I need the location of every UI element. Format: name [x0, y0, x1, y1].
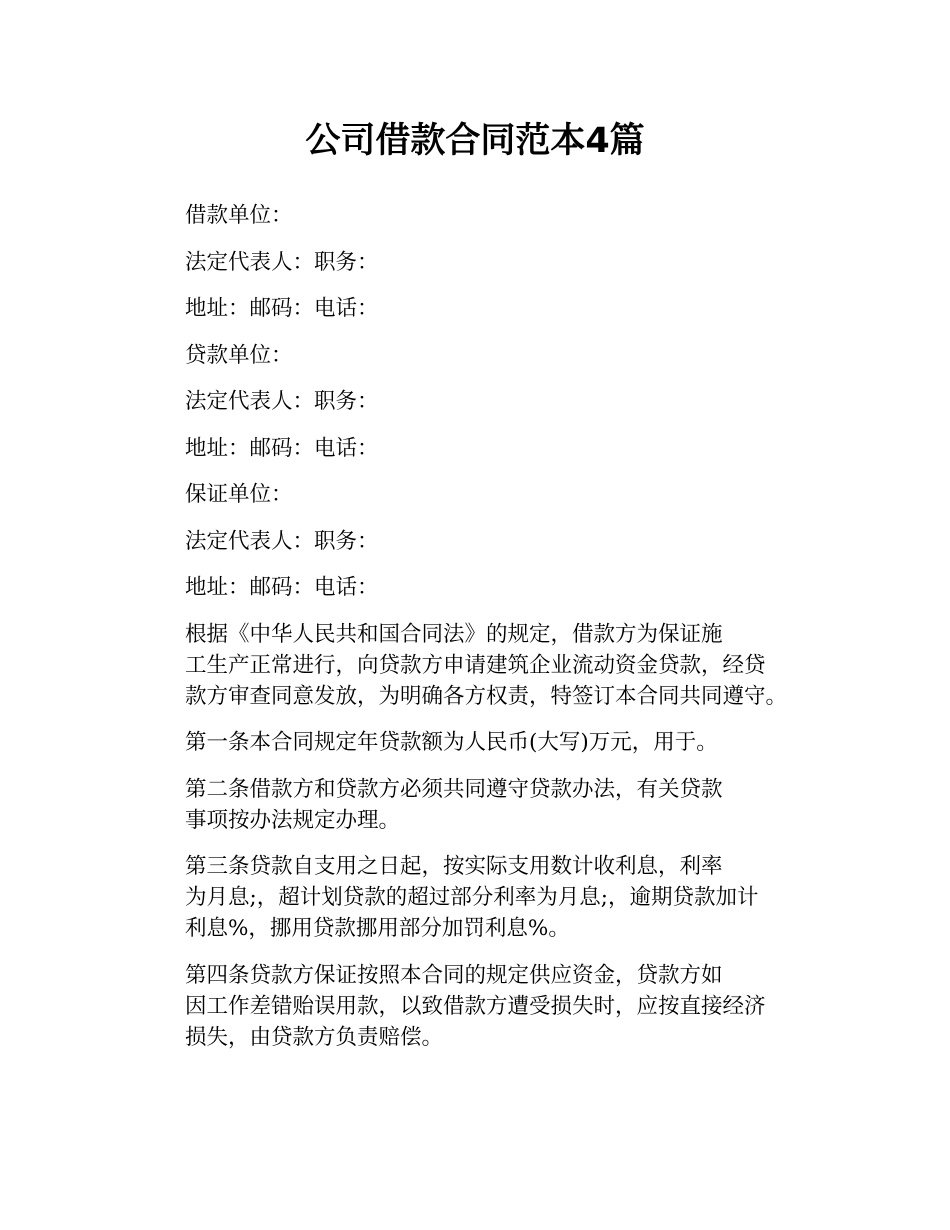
field-lender-unit: 贷款单位：: [185, 342, 293, 368]
paragraph-line: 利息%，挪用贷款挪用部分加罚利息%。: [185, 916, 570, 941]
paragraph-line: 损失，由贷款方负责赔偿。: [185, 1024, 444, 1050]
field-borrower-representative: 法定代表人：职务：: [185, 249, 379, 275]
paragraph-line: 第二条借款方和贷款方必须共同遵守贷款办法，有关贷款: [185, 776, 723, 802]
field-guarantor-unit: 保证单位：: [185, 482, 293, 507]
paragraph-line: 事项按办法规定办理。: [185, 807, 401, 833]
paragraph-article-3: [142, 851, 822, 944]
paragraph-article-1: [142, 727, 822, 758]
paragraph-line: 根据《中华人民共和国合同法》的规定，借款方为保证施: [185, 621, 723, 647]
paragraph-line: 第三条贷款自支用之日起，按实际支用数计收利息，利率: [185, 854, 723, 879]
document-body: [142, 200, 822, 1068]
field-lender-representative: 法定代表人：职务：: [185, 389, 379, 414]
field-borrower-unit: 借款单位：: [185, 203, 293, 228]
field-guarantor-representative: 法定代表人：职务：: [185, 528, 379, 554]
field-guarantor-address: 地址：邮码：电话：: [185, 575, 379, 600]
paragraph-line: 第四条贷款方保证按照本合同的规定供应资金，贷款方如: [185, 962, 723, 988]
paragraph-line: 款方审查同意发放，为明确各方权责，特签订本合同共同遵守。: [185, 683, 788, 709]
paragraph-preamble: [142, 619, 822, 712]
field-lender-address: 地址：邮码：电话：: [185, 435, 379, 461]
field-borrower-address: 地址：邮码：电话：: [185, 296, 379, 321]
paragraph-line: 第一条本合同规定年贷款额为人民币(大写)万元，用于。: [185, 730, 718, 755]
paragraph-article-4: [142, 960, 822, 1053]
document-title: 公司借款合同范本4篇: [305, 121, 645, 161]
paragraph-line: 为月息;，超计划贷款的超过部分利率为月息;，逾期贷款加计: [185, 885, 759, 910]
paragraph-line: 工生产正常进行，向贷款方申请建筑企业流动资金贷款，经贷: [185, 652, 766, 678]
paragraph-line: 因工作差错贻误用款，以致借款方遭受损失时，应按直接经济: [185, 993, 766, 1019]
paragraph-article-2: [142, 774, 822, 836]
